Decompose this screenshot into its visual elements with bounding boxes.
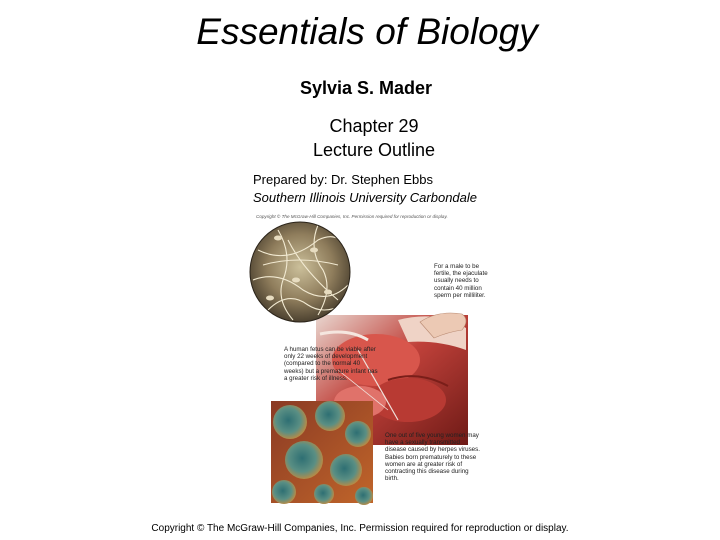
caption-sperm: For a male to be fertile, the ejaculate usually needs to contain 40 million sperm per milliliter. (434, 263, 488, 299)
author-name: Sylvia S. Mader (299, 78, 433, 98)
prepared-by: Prepared by: Dr. Stephen Ebbs (253, 172, 433, 187)
chapter-label: Chapter 29 (329, 116, 419, 136)
university-name: Southern Illinois University Carbondale (253, 190, 478, 205)
caption-herpes: One out of five young women may have a sexually transmitted disease caused by herpes viruses. Babies born prematurely to these women are at greater risk of contracting this disease during birth. (385, 432, 480, 483)
caption-fetus: A human fetus can be viable after only 22 weeks of development (compared to the normal 40 weeks) but a premature infant has a greater risk of illness. (284, 346, 378, 382)
chapter-figure (248, 210, 488, 508)
herpes-virus-cells-photo (271, 401, 373, 505)
copyright-footer: Copyright © The McGraw-Hill Companies, Inc. Permission required for reproduction or display. (151, 523, 569, 534)
lecture-outline-label: Lecture Outline (312, 140, 436, 160)
sperm-micrograph-photo (250, 222, 350, 322)
figure-copyright-text: Copyright © The McGraw-Hill Companies, Inc. Permission required for reproduction or display. (256, 214, 448, 219)
slide-title: Essentials of Biology (196, 11, 538, 52)
